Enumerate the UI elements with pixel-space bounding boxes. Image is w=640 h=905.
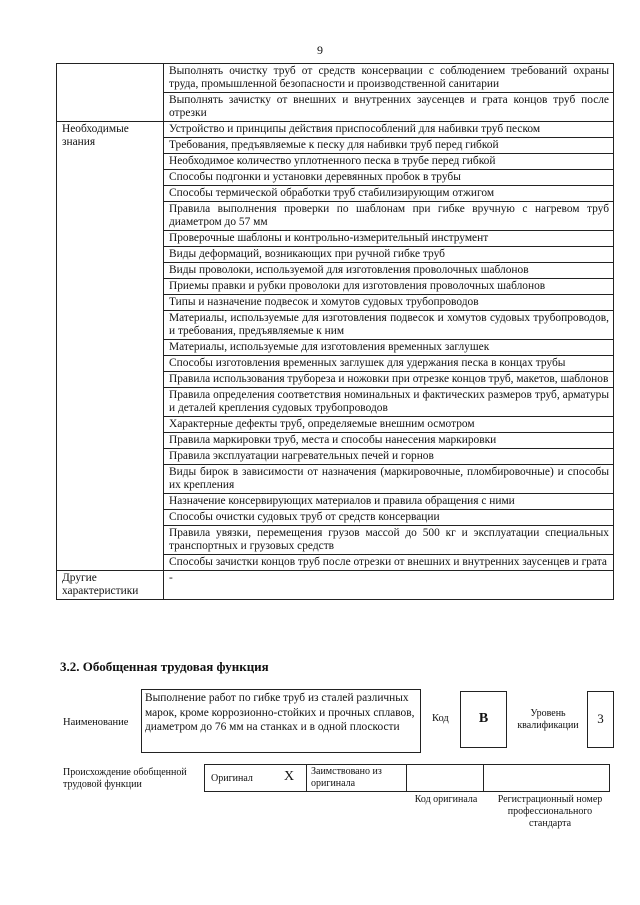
row-text: Устройство и принципы действия приспособлений для набивки труб песком	[164, 122, 614, 138]
section-title: 3.2. Обобщенная трудовая функция	[60, 659, 269, 674]
row-text: Виды деформаций, возникающих при ручной гибке труб	[164, 247, 614, 263]
row-text: Правила маркировки труб, места и способы нанесения маркировки	[164, 433, 614, 449]
origin-label: Происхождение обобщенной трудовой функции	[63, 767, 187, 790]
row-text: Материалы, используемые для изготовления подвесок и хомутов судовых трубопроводов, и требования, предъявляемые к ним	[164, 311, 614, 340]
row-label	[57, 64, 164, 122]
origin-row	[204, 764, 610, 792]
row-text: Способы изготовления временных заглушек для удержания песка в концах трубы	[164, 356, 614, 372]
table-row	[57, 64, 614, 93]
row-text: Выполнять очистку труб от средств консервации с соблюдением требований охраны труда, промышленной безопасности и производственной санитарии	[164, 64, 614, 93]
function-name-box	[141, 689, 421, 753]
row-text: Характерные дефекты труб, определяемые внешним осмотром	[164, 417, 614, 433]
knowledge-table	[56, 63, 614, 600]
row-text: Назначение консервирующих материалов и правила обращения с ними	[164, 494, 614, 510]
code-label: Код	[432, 713, 449, 724]
original-label: Оригинал	[211, 773, 253, 784]
code-value-box	[460, 691, 507, 748]
code-original-label: Код оригинала	[414, 794, 478, 805]
row-text: Необходимое количество уплотненного песка в трубе перед гибкой	[164, 154, 614, 170]
registration-number-label: Регистрационный номер профессионального стандарта	[497, 794, 603, 829]
level-value: 3	[597, 711, 604, 726]
row-text: Проверочные шаблоны и контрольно-измерительный инструмент	[164, 231, 614, 247]
level-value-box	[587, 691, 614, 748]
row-text: Правила выполнения проверки по шаблонам при гибке вручную с нагревом труб диаметром до 57 мм	[164, 202, 614, 231]
row-text: Материалы, используемые для изготовления временных заглушек	[164, 340, 614, 356]
row-label: Необходимые знания	[57, 122, 164, 571]
row-text: Приемы правки и рубки проволоки для изготовления проволочных шаблонов	[164, 279, 614, 295]
row-text: Способы подгонки и установки деревянных пробок в трубы	[164, 170, 614, 186]
page-number: 9	[317, 43, 323, 57]
row-text: Правила использования трубореза и ножовки при отрезке концов труб, макетов, шаблонов	[164, 372, 614, 388]
row-text: Правила определения соответствия номинальных и фактических размеров труб, арматуры и деталей крепления судовых трубопроводов	[164, 388, 614, 417]
table-row	[57, 122, 614, 138]
row-text: Выполнять зачистку от внешних и внутренних заусенцев и грата концов труб после отрезки	[164, 93, 614, 122]
row-text: Способы термической обработки труб стабилизирующим отжигом	[164, 186, 614, 202]
code-value: B	[478, 711, 489, 726]
row-text: Виды проволоки, используемой для изготовления проволочных шаблонов	[164, 263, 614, 279]
row-text: Способы очистки судовых труб от средств консервации	[164, 510, 614, 526]
name-label: Наименование	[63, 717, 129, 728]
row-text: Способы зачистки концов труб после отрезки от внешних и внутренних заусенцев и грата	[164, 555, 614, 571]
original-mark: X	[284, 769, 295, 784]
row-text: -	[164, 571, 614, 600]
function-name-value: Выполнение работ по гибке труб из сталей различных марок, кроме коррозионно-стойких и прочных сплавов, диаметром до 76 мм на станках и в одной плоскости	[145, 692, 415, 733]
borrowed-label: Заимствовано из оригинала	[311, 766, 382, 789]
row-text: Виды бирок в зависимости от назначения (маркировочные, пломбировочные) и способы их крепления	[164, 465, 614, 494]
row-text: Правила увязки, перемещения грузов массой до 500 кг и эксплуатации специальных транспортных и грузовых средств	[164, 526, 614, 555]
table-row	[57, 571, 614, 600]
row-text: Правила эксплуатации нагревательных печей и горнов	[164, 449, 614, 465]
row-label: Другие характеристики	[57, 571, 164, 600]
row-text: Типы и назначение подвесок и хомутов судовых трубопроводов	[164, 295, 614, 311]
row-text: Требования, предъявляемые к песку для набивки труб перед гибкой	[164, 138, 614, 154]
level-label: Уровень квалификации	[517, 708, 579, 731]
